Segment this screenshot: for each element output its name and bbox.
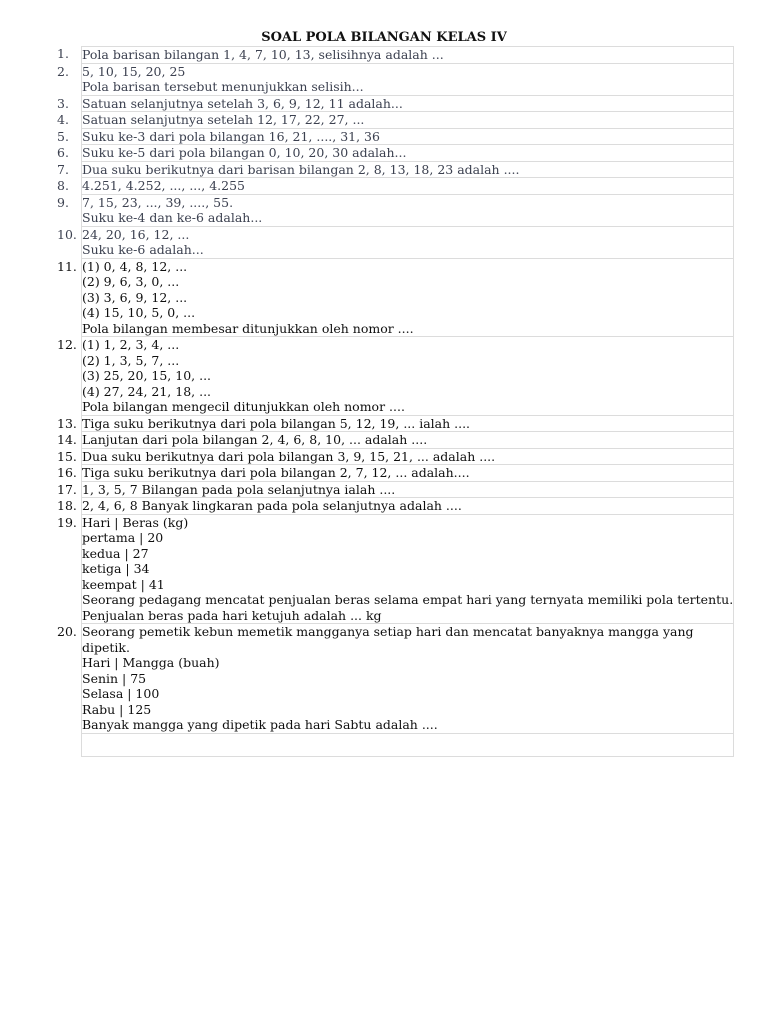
question-12 — [57, 337, 734, 416]
question-number: 8. — [57, 178, 69, 193]
question-text: 5, 10, 15, 20, 25 — [82, 63, 186, 79]
question-text: 1, 3, 5, 7 Bilangan pada pola selanjutnya ialah .... — [82, 481, 396, 497]
question-5 — [57, 129, 734, 146]
question-16 — [57, 465, 734, 482]
question-11 — [57, 259, 734, 338]
question-text: Satuan selanjutnya setelah 3, 6, 9, 12, 11 adalah... — [82, 95, 403, 111]
question-number: 2. — [57, 63, 69, 79]
page-title: SOAL POLA BILANGAN KELAS IV — [261, 30, 507, 45]
table-row: keempat | 41 — [82, 576, 165, 592]
question-text: Suku ke-4 dan ke-6 adalah... — [82, 210, 263, 225]
table-row: Selasa | 100 — [82, 686, 160, 701]
question-text: Pola bilangan mengecil ditunjukkan oleh nomor .... — [82, 399, 405, 414]
question-text: (1) 1, 2, 3, 4, ... — [82, 337, 180, 352]
question-15 — [57, 449, 734, 466]
question-number: 17. — [57, 481, 77, 497]
question-sheet — [57, 46, 734, 757]
question-text: Seorang pedagang mencatat penjualan beras selama empat hari yang ternyata memiliki pola tertentu. — [82, 592, 734, 607]
table-row: Senin | 75 — [82, 670, 147, 686]
question-text: Penjualan beras pada hari ketujuh adalah ... kg — [82, 607, 382, 623]
empty-row — [81, 734, 734, 757]
question-text: Suku ke-5 dari pola bilangan 0, 10, 20, 30 adalah... — [82, 145, 407, 160]
question-text: Banyak mangga yang dipetik pada hari Sabtu adalah .... — [82, 717, 438, 732]
question-10 — [57, 227, 734, 259]
question-number: 18. — [57, 498, 77, 513]
question-text: Lanjutan dari pola bilangan 2, 4, 6, 8, 10, ... adalah .... — [82, 432, 428, 447]
question-number: 14. — [57, 432, 77, 447]
question-text: Tiga suku berikutnya dari pola bilangan 2, 7, 12, ... adalah.... — [82, 465, 470, 480]
question-text: Dua suku berikutnya dari barisan bilangan 2, 8, 13, 18, 23 adalah .... — [82, 161, 520, 177]
question-text: Pola barisan tersebut menunjukkan selisih... — [82, 79, 364, 94]
table-header: Hari | Beras (kg) — [82, 514, 189, 530]
question-number: 19. — [57, 514, 77, 530]
table-header: Hari | Mangga (buah) — [82, 655, 220, 670]
question-text: Tiga suku berikutnya dari pola bilangan 5, 12, 19, ... ialah .... — [82, 415, 471, 431]
question-text: 24, 20, 16, 12, ... — [82, 226, 190, 242]
question-text: (3) 25, 20, 15, 10, ... — [82, 368, 212, 383]
question-text: Suku ke-3 dari pola bilangan 16, 21, ...., 31, 36 — [82, 128, 380, 144]
question-17 — [57, 482, 734, 499]
question-number: 6. — [57, 145, 69, 160]
question-7 — [57, 162, 734, 179]
question-number: 9. — [57, 194, 69, 210]
question-3 — [57, 96, 734, 113]
question-text: (4) 15, 10, 5, 0, ... — [82, 305, 196, 320]
question-14 — [57, 432, 734, 449]
question-number: 12. — [57, 337, 77, 352]
question-text: Satuan selanjutnya setelah 12, 17, 22, 27, ... — [82, 112, 365, 127]
question-text: Suku ke-6 adalah... — [82, 242, 204, 257]
question-text: (1) 0, 4, 8, 12, ... — [82, 258, 188, 274]
question-4 — [57, 112, 734, 129]
question-number: 11. — [57, 258, 77, 274]
question-text: 4.251, 4.252, ..., ..., 4.255 — [82, 178, 245, 193]
question-6 — [57, 145, 734, 162]
table-row: ketiga | 34 — [82, 561, 150, 576]
question-number: 1. — [57, 46, 69, 61]
question-number: 16. — [57, 465, 77, 480]
question-text: (3) 3, 6, 9, 12, ... — [82, 289, 188, 305]
question-1 — [57, 46, 734, 64]
question-text: Seorang pemetik kebun memetik mangganya setiap hari dan mencatat banyaknya mangga yang dipetik. — [82, 624, 694, 655]
question-2 — [57, 64, 734, 96]
question-text: Pola barisan bilangan 1, 4, 7, 10, 13, selisihnya adalah ... — [82, 47, 444, 62]
question-number: 7. — [57, 161, 69, 177]
table-row: pertama | 20 — [82, 530, 164, 545]
question-number: 13. — [57, 415, 77, 431]
question-number: 5. — [57, 128, 69, 144]
question-text: (4) 27, 24, 21, 18, ... — [82, 383, 212, 399]
question-text: (2) 1, 3, 5, 7, ... — [82, 352, 180, 368]
question-20 — [57, 624, 734, 734]
question-number: 4. — [57, 112, 69, 127]
question-number: 20. — [57, 624, 77, 639]
question-text: Dua suku berikutnya dari pola bilangan 3, 9, 15, 21, ... adalah .... — [82, 448, 496, 464]
question-number: 10. — [57, 226, 77, 242]
question-number: 15. — [57, 448, 77, 464]
question-text: 2, 4, 6, 8 Banyak lingkaran pada pola selanjutnya adalah .... — [82, 498, 462, 513]
question-text: 7, 15, 23, ..., 39, ...., 55. — [82, 194, 234, 210]
question-text: Pola bilangan membesar ditunjukkan oleh nomor .... — [82, 320, 414, 336]
question-8 — [57, 178, 734, 195]
question-19 — [57, 515, 734, 625]
question-9 — [57, 195, 734, 227]
question-text: (2) 9, 6, 3, 0, ... — [82, 274, 180, 289]
table-row: Rabu | 125 — [82, 701, 152, 717]
question-13 — [57, 416, 734, 433]
question-18 — [57, 498, 734, 515]
question-number: 3. — [57, 95, 69, 111]
table-row: kedua | 27 — [82, 545, 149, 561]
